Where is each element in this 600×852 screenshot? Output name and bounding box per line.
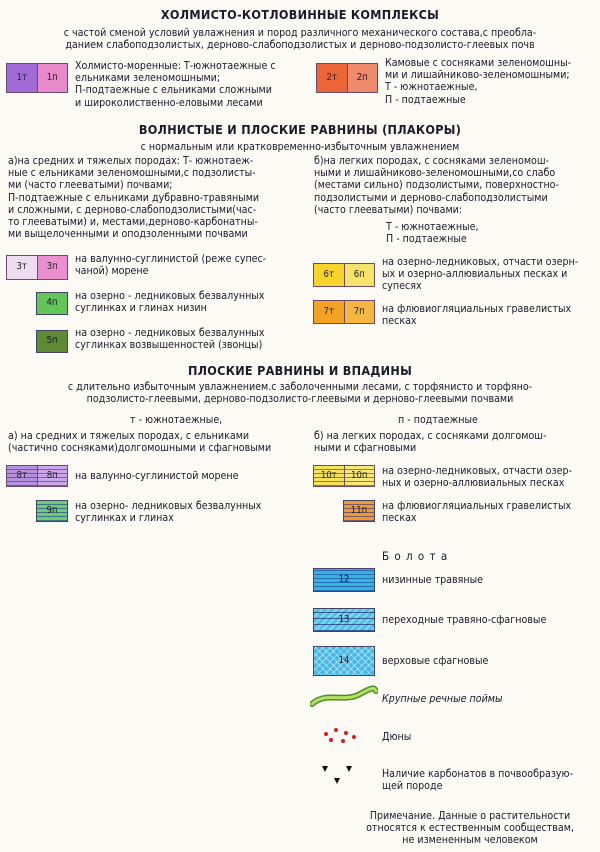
legend-text-9 [75, 500, 261, 524]
legend-text-3 [75, 253, 266, 277]
swatch-cell-8t: 8т [7, 466, 38, 486]
section-3-right-text [314, 430, 546, 454]
text-line: на валунно-суглинистой морене [75, 470, 239, 482]
dune-dot [352, 735, 356, 739]
text-line: П - подтаежные [386, 233, 467, 246]
swatch-cell-1t: 1т [7, 64, 38, 92]
text-line: то глееватыми) и, местами,дерново-карбонатны- [8, 216, 258, 229]
text-line: щей породе [382, 780, 443, 793]
text-line: на озерно - ледниковых безвалунных [75, 290, 265, 302]
text-line: ми и лишайниково-зеленомошными; [385, 69, 570, 82]
text-line: на озерно-ледниковых, отчасти озер- [382, 465, 572, 477]
swatch-cell-6p: 6п [345, 264, 375, 286]
section-3-left-text [8, 430, 271, 454]
text-line: песках [382, 315, 417, 328]
swatch-cell-7t: 7т [314, 301, 345, 323]
legend-text-2 [385, 57, 571, 106]
note-line: не измененным человеком [402, 834, 538, 847]
text-line: ельниками зеленомошными; [75, 72, 221, 85]
bog-label-13: переходные травяно-сфагновые [382, 614, 547, 626]
legend-swatch-7 [313, 300, 375, 324]
text-line: Камовые с сосняками зеленомошны- [385, 57, 572, 69]
dune-dot [334, 728, 338, 732]
carbonates-label [382, 768, 573, 792]
dune-dot [324, 732, 328, 736]
text-line: на флювиогляциальных гравелистых [382, 303, 572, 315]
text-line: на валунно-суглинистой (реже супес- [75, 253, 267, 265]
legend-swatch-2 [316, 63, 378, 93]
text-line: ных и озерно-аллювиальных песках [382, 477, 565, 490]
text-line: (местами сильно) подзолистыми, поверхностно- [314, 179, 559, 192]
text-line: подзолистыми и дерново-слабоподзолистыми [314, 191, 548, 204]
swatch-cell-8p: 8п [38, 466, 68, 486]
section-1-subtitle [0, 27, 600, 51]
legend-swatch-11: 11п [343, 500, 375, 522]
text-line: б) на легких породах, с сосняками долгомош- [314, 430, 547, 442]
t-label: т - южнотаежные, [130, 414, 223, 426]
section-2-tp-labels [386, 221, 478, 245]
section-2-left-text [8, 155, 259, 240]
legend-swatch-5: 5п [36, 330, 68, 353]
carbonate-triangle [322, 766, 328, 772]
text-line: на озерно- ледниковых безвалунных [75, 500, 262, 512]
text-line: (частично сосняками)долгомошными и сфагновыми [8, 442, 272, 455]
swatch-cell-6t: 6т [314, 264, 345, 286]
text-line: Холмисто-моренные: Т-южнотаежные с [75, 60, 276, 72]
bog-swatch-13: 13 [313, 608, 375, 632]
text-line: (часто глееватыми) почвами: [314, 203, 463, 216]
section-2-title: ВОЛНИСТЫЕ И ПЛОСКИЕ РАВНИНЫ (ПЛАКОРЫ) [138, 122, 462, 137]
text-line: ми выщелоченными и оподзоленными почвами [8, 228, 248, 241]
text-line: ными и сфагновыми [314, 442, 417, 455]
legend-text-10 [382, 465, 572, 489]
text-line: ми (часто глееватыми) почвами; [8, 179, 173, 192]
section-2-right-text [314, 155, 559, 216]
legend-text-5 [75, 327, 264, 351]
text-line: ными и лишайниково-зеленомошными,со слабо [314, 167, 556, 180]
section-2-subtitle: с нормальным или кратковременно-избыточным увлажнением [140, 141, 460, 153]
text-line: на озерно - ледниковых безвалунных [75, 327, 265, 339]
legend-text-4 [75, 290, 264, 314]
dune-dot [344, 731, 348, 735]
section-3-title: ПЛОСКИЕ РАВНИНЫ И ВПАДИНЫ [187, 363, 413, 378]
swatch-cell-7p: 7п [345, 301, 375, 323]
legend-text-1 [75, 60, 276, 109]
dunes-label: Дюны [382, 731, 412, 743]
legend-text-7 [382, 303, 571, 327]
legend-swatch-8 [6, 465, 68, 487]
legend-text-6 [382, 256, 578, 293]
text-line: суглинках возвышенностей (звонцы) [75, 339, 263, 352]
text-line: а)на средних и тяжелых породах: Т- южнотаеж- [8, 155, 254, 167]
section-1-title: ХОЛМИСТО-КОТЛОВИННЫЕ КОМПЛЕКСЫ [160, 7, 440, 22]
text-line: ых и озерно-аллювиальных песках и [382, 268, 568, 281]
legend-swatch-1 [6, 63, 68, 93]
legend-swatch-10 [313, 465, 375, 487]
legend-swatch-4: 4п [36, 292, 68, 315]
text-line: ные с ельниками зеленомошными,с подзолисты- [8, 167, 256, 180]
subtitle-line: с длительно избыточным увлажнением.с заболоченными лесами, с торфянисто и торфяно- [67, 381, 533, 393]
text-line: и сложными, с дерново-слабоподзолистыми(час- [8, 203, 257, 216]
text-line: Наличие карбонатов в почвообразую- [382, 768, 574, 780]
text-line: а) на средних и тяжелых породах, с ельниками [8, 430, 250, 442]
bog-label-14: верховые сфагновые [382, 655, 489, 667]
text-line: песках [382, 512, 417, 525]
bog-label-12: низинные травяные [382, 574, 483, 586]
note-line: относятся к естественным сообществам, [366, 822, 574, 835]
floodplain-symbol [310, 685, 378, 709]
dune-dot [329, 738, 333, 742]
subtitle-line: с частой сменой условий увлажнения и пород различного механического состава,с преобла- [63, 27, 537, 39]
text-line: и широколиственно-еловыми лесами [75, 96, 263, 109]
swatch-cell-3t: 3т [7, 256, 38, 279]
text-line: П - подтаежные [385, 93, 466, 106]
bog-swatch-14: 14 [313, 646, 375, 676]
subtitle-line: подзолисто-глеевыми, дерново-подзолисто-глеевыми и дерново-глеевыми почвами [86, 393, 514, 406]
legend-swatch-6 [313, 263, 375, 287]
subtitle-line: данием слабоподзолистых, дерново-слабоподзолистых и дерново-подзолисто-глеевых почв [65, 39, 535, 52]
section-3-subtitle [0, 381, 600, 405]
text-line: П-подтаежные с ельниками дубравно-травяными [8, 191, 260, 204]
text-line: суглинках и глинах [75, 512, 174, 525]
note [352, 810, 588, 847]
carbonate-triangle [346, 766, 352, 772]
text-line: на флювиогляциальных гравелистых [382, 500, 572, 512]
text-line: Т - южнотаежные, [385, 81, 478, 94]
carbonate-triangle [334, 778, 340, 784]
text-line: Т - южнотаежные, [386, 221, 479, 233]
text-line: б)на легких породах, с сосняками зеленомош- [314, 155, 550, 167]
floodplain-label: Крупные речные поймы [382, 693, 503, 705]
legend-text-8 [75, 470, 239, 482]
swatch-cell-2t: 2т [317, 64, 348, 92]
legend-swatch-9: 9п [36, 500, 68, 522]
swatch-cell-10p: 10п [345, 466, 375, 486]
swatch-cell-2p: 2п [348, 64, 378, 92]
text-line: чаной) морене [75, 265, 149, 278]
legend-swatch-3 [6, 255, 68, 280]
dune-dot [341, 739, 345, 743]
swatch-cell-3p: 3п [38, 256, 68, 279]
swatch-cell-1p: 1п [38, 64, 68, 92]
text-line: суглинках и глинах низин [75, 302, 207, 315]
legend-text-11 [382, 500, 571, 524]
text-line: П-подтаежные с ельниками сложными [75, 84, 272, 97]
bogs-title: Б о л о т а [382, 549, 449, 563]
p-label: п - подтаежные [398, 414, 478, 426]
bog-swatch-12: 12 [313, 568, 375, 592]
text-line: на озерно-ледниковых, отчасти озерн- [382, 256, 579, 268]
text-line: супесях [382, 280, 422, 293]
swatch-cell-10t: 10т [314, 466, 345, 486]
note-line: Примечание. Данные о растительности [369, 810, 571, 822]
